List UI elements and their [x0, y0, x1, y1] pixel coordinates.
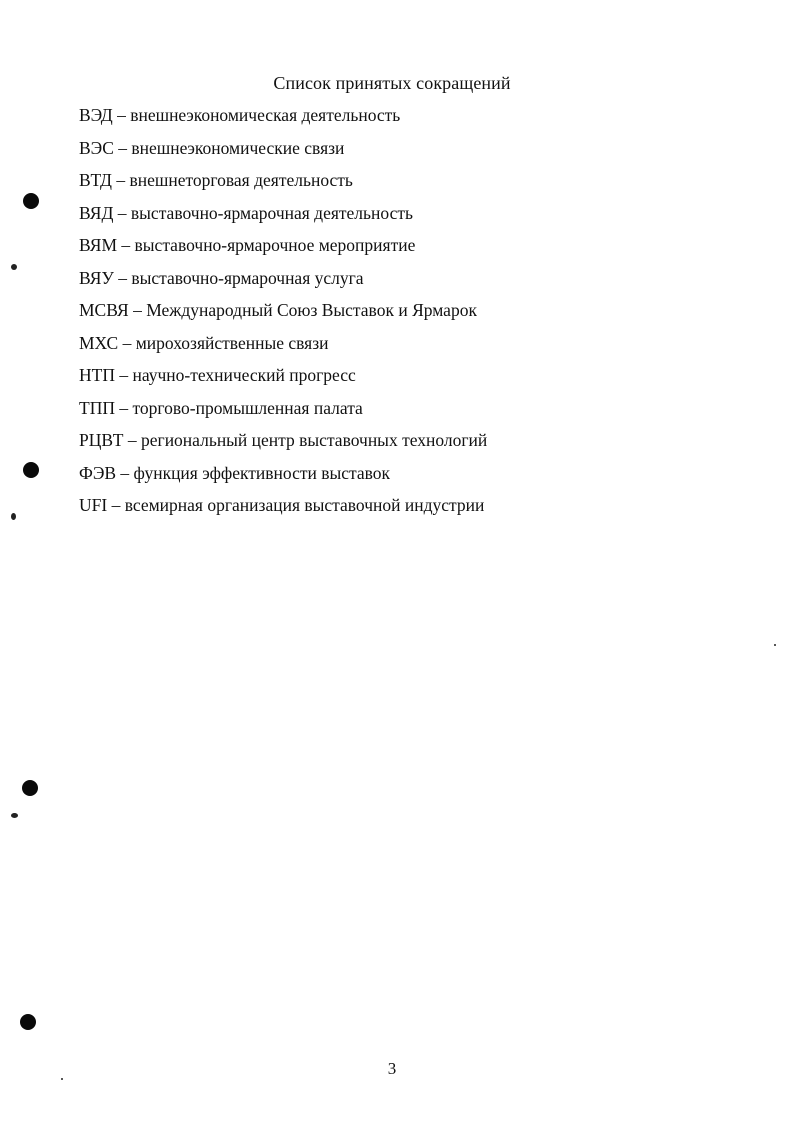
list-item: ВТД – внешнеторговая деятельность [79, 170, 353, 190]
list-item: НТП – научно-технический прогресс [79, 365, 356, 385]
list-item: ВЯУ – выставочно-ярмарочная услуга [79, 267, 364, 288]
list-item: МХС – мирохозяйственные связи [79, 332, 329, 353]
list-item: МСВЯ – Международный Союз Выставок и Ярмарок [79, 300, 477, 320]
list-item: ФЭВ – функция эффективности выставок [79, 462, 391, 483]
list-item: ТПП – торгово-промышленная палата [79, 397, 363, 418]
scan-speck [774, 644, 776, 646]
page-title: Список принятых сокращений [273, 73, 511, 93]
page-number: 3 [387, 1059, 397, 1078]
abbreviation-list [79, 104, 487, 527]
scan-speck [11, 264, 17, 270]
punch-hole [23, 193, 39, 209]
list-item: ВЭС – внешнеэкономические связи [79, 137, 345, 158]
scan-speck [61, 1078, 63, 1080]
scan-speck [11, 813, 18, 818]
punch-hole [23, 462, 39, 478]
scan-speck [11, 513, 16, 520]
punch-hole [22, 780, 38, 796]
list-item: UFI – всемирная организация выставочной индустрии [79, 495, 485, 515]
punch-hole [20, 1014, 36, 1030]
list-item: ВЭД – внешнеэкономическая деятельность [79, 105, 401, 125]
list-item: ВЯМ – выставочно-ярмарочное мероприятие [79, 235, 416, 255]
list-item: ВЯД – выставочно-ярмарочная деятельность [79, 202, 413, 223]
list-item: РЦВТ – региональный центр выставочных технологий [79, 430, 488, 450]
